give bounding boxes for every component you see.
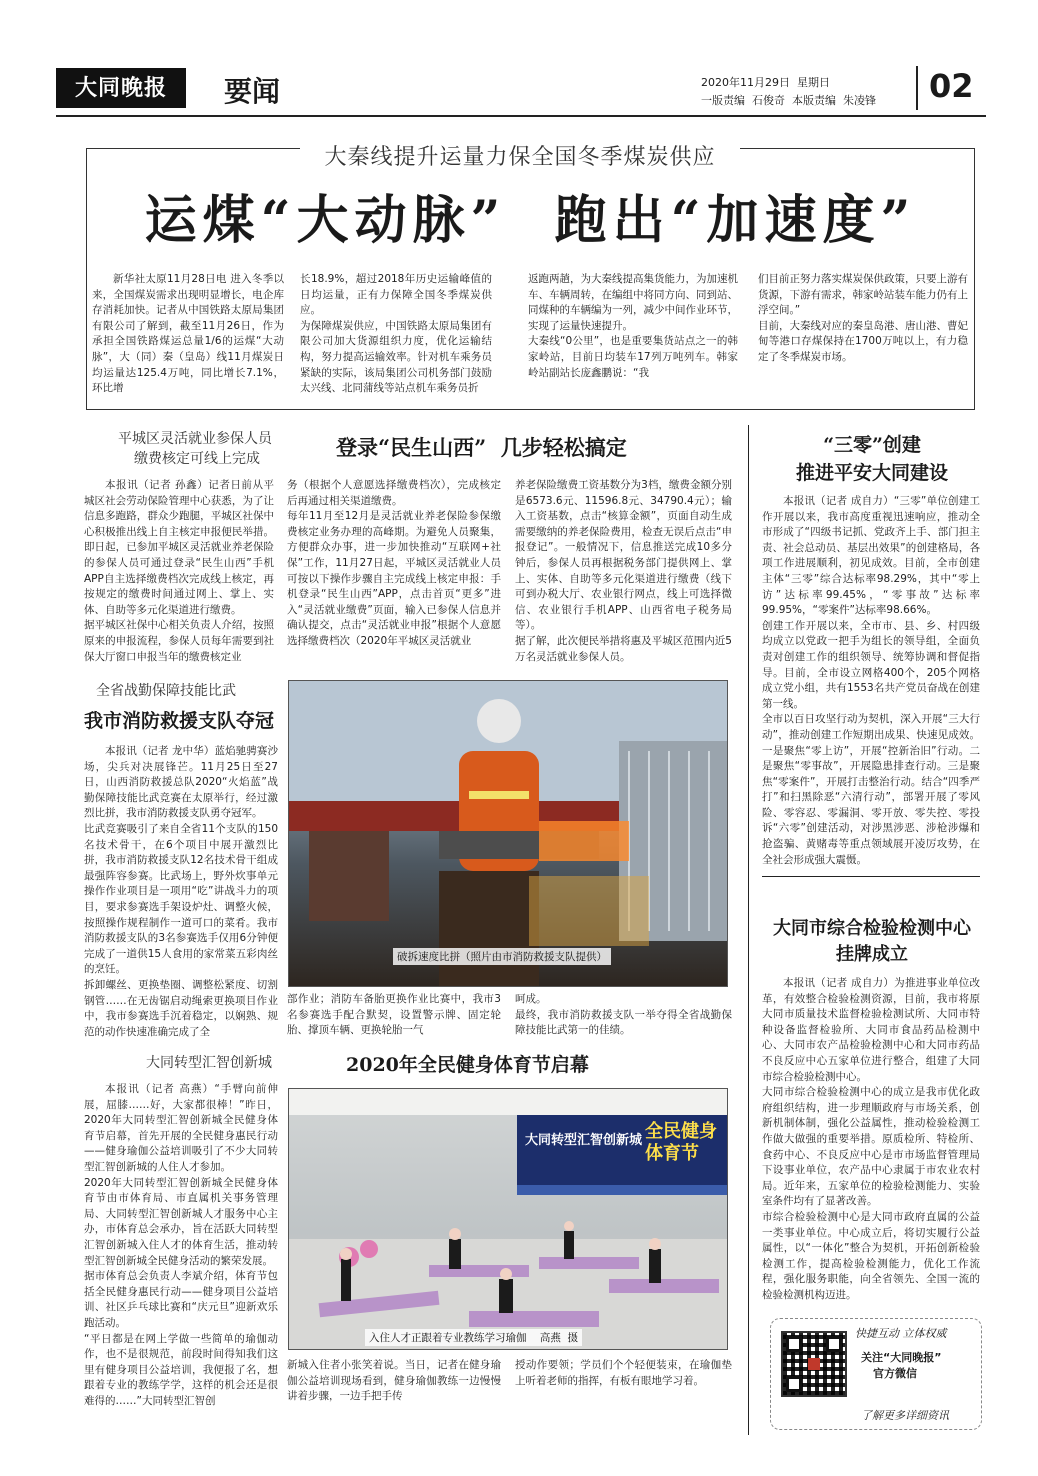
logo [56, 68, 186, 108]
jiance-headline-1: 大同市综合检验检测中心 [773, 918, 971, 939]
top-kicker: 大秦线提升运量力保全国冬季煤炭供应 [300, 140, 740, 171]
sanling-headline-2: 推进平安大同建设 [795, 462, 948, 484]
top-col-3: 返跑两趟，为大秦线提高集货能力，为加速机车、车辆周转，在编组中将同方向、同到站、同煤种的车辆编为一列，减少中间作业环节，实现了运量快速提升。 大秦线“0公里”，也是重要集货站点之一的韩家岭站，目前日均装车17列万吨列车。韩家岭站副站长庞鑫鹏说：“我 [528, 273, 738, 379]
editors: 一版责编 石俊奇 本版责编 朱凌锋 [701, 94, 876, 107]
minsheng-headline: 登录“民生山西” 几步轻松搞定 [336, 435, 627, 460]
top-col-2: 长18.9%，超过2018年历史运输峰值的日均运量，正有力保障全国冬季煤炭供应。 为保障煤炭供应，中国铁路太原局集团有限公司加大货源组织力度，优化运输结构，努力提高运输效率。针对机车乘务员紧缺的实际，该局集团公司机务部门鼓励太兴线、北同蒲线等站点机车乘务员折 [300, 273, 492, 395]
issue-date: 2020年11月29日 星期日 [701, 76, 830, 89]
fire-col-left: 本报讯（记者 龙中华）蓝焰驰骋赛沙场，尖兵对决展锋芒。11月25日至27日，山西消防救援总队2020“火焰蓝”战勤保障技能比武竞赛在太原举行，经过激烈比拼，我市消防救援支队勇夺冠军。 比武竞赛吸引了来自全省11个支队的150名技术骨干，在6个项目中展开激烈比拼，我市消防救援支队12名技术骨干组成最强阵容参赛。比武场上，野外炊事单元操作作业项目是一项用“吃”讲战斗力的项目，要求参赛选手架设炉灶、调整火候，按照操作规程制作一道可口的菜肴。我市消防救援支队的3名参赛选手仅用6分钟便完成了一道供15人食用的家常菜五彩肉丝的烹饪。 拆卸螺丝、更换垫圈、调整松紧度、切割钢管……在无齿锯启动绳索更换项目作业中，我市参赛选手沉着稳定，以娴熟、规范的动作快速准确完成了全 [84, 745, 278, 1038]
minsheng-col-2: 务（根据个人意愿选择缴费档次），完成核定后再通过相关渠道缴费。 每年11月至12月是灵活就业养老保险参保缴费核定业务办理的高峰期。为避免人员聚集，方便群众办事，进一步加快推动“互联网+社保”工作，11月27日起，平城区灵活就业人员可按以下操作步骤自主完成线上核定申报：手机登录“民生山西”APP，点击首页“更多”进入“灵活就业缴费”页面，输入已参保人信息并确认提交，点击“灵活就业申报”根据个人意愿选择缴费档次（2020年平城区灵活就业 [287, 479, 501, 647]
jiance-body: 本报讯（记者 成自力）为推进事业单位改革，有效整合检验检测资源，目前，我市将原大同市质量技术监督检验检测试所、大同市特种设备监督检验所、大同市食品药品检测中心、大同市农产品检验检测中心和大同市药品不良反应中心五家单位进行整合，组建了大同市综合检验检测中心。 大同市综合检验检测中心的成立是我市优化政府组织结构，进一步理顺政府与市场关系，创新机制体制，强化公益属性，推动检验检测工作做大做强的重要举措。原质检所、特检所、食药中心、不良反应中心是市市场监督管理局下设事业单位，农产品中心隶属于市农业农村局。近年来，五家单位的检验检测能力、实验室条件均有了显著改善。 市综合检验检测中心是大同市政府直属的公益一类事业单位。中心成立后，将切实履行公益属性，以“一体化”整合为契机，开拓创新检验检测工作，提高检验检测能力，优化工作流程，强化服务职能，向全省领先、全国一流的检验检测机构迈进。 [762, 977, 980, 1301]
fitness-col-right: 授动作要领；学员们个个轻便装束，在瑜伽垫上听着老师的指挥，有板有眼地学习着。 [515, 1359, 732, 1387]
sanling-body: 本报讯（记者 成自力）“三零”单位创建工作开展以来，我市高度重视迅速响应，推动全市形成了“四级书记抓、党政齐上手、部门担主责、社会总动员、基层出效果”的创建格局，各项工作进展顺利，初见成效。目前，全市创建主体“三零”综合达标率98.29%，其中“零上访”达标率99.45%，“零事故”达标率99.95%，“零案件”达标率98.66%。 创建工作开展以来，全市市、县、乡、村四级均成立以党政一把手为组长的领导组，全面负责对创建工作的组织领导、统筹协调和督促指导。目前，全市设立网格400个，205个网格成立党小组，共有1553名共产党员奋战在创建第一线。 全市以百日攻坚行动为契机，深入开展“三大行动”，推动创建工作短期出成果、快速见成效。一是聚焦“零上访”，开展“控新治旧”行动。二是聚焦“零事故”，开展隐患排查行动。三是聚焦“零案件”，开展打击整治行动。结合“四季严打”和扫黑除恶“六清行动”，部署开展了零风险、零容忍、零漏洞、零开放、零失控、零投诉“六零”创建活动，对涉黑涉恶、涉枪涉爆和抢盗骗、黄赌毒等重点领域展开凌厉攻势，在全社会形成强大震慑。 [762, 495, 980, 866]
fire-kicker: 全省战勤保障技能比武 [96, 683, 236, 699]
fitness-photo-caption: 入住人才正跟着专业教练学习瑜伽 高燕 摄 [365, 1329, 582, 1346]
fire-col-mid: 部作业；消防车备胎更换作业比赛中，我市3名参赛选手配合默契，设置警示牌、固定轮胎、撑顶车辆、更换轮胎一气 [287, 993, 501, 1037]
masthead [56, 64, 986, 116]
fitness-banner-b: 全民健身 体育节 [645, 1121, 717, 1164]
fitness-col-mid: 新城入住者小张笑着说。当日，记者在健身瑜伽公益培训现场看到，健身瑜伽教练一边慢慢讲着步骤，一边手把手传 [287, 1359, 501, 1403]
minsheng-col-1: 本报讯（记者 孙鑫）记者日前从平城区社会劳动保险管理中心获悉，为了让信息多跑路，群众少跑腿，平城区社保中心积极推出线上自主核定申报便民举措。即日起，已参加平城区灵活就业养老保险的参保人员可通过登录“民生山西”手机APP自主选择缴费档次完成线上核定，再按规定的缴费时间通过网上、掌上、实体、自助等多元化渠道进行缴费。 据平城区社保中心相关负责人介绍，按照原来的申报流程，参保人员每年需要到社保大厅窗口申报当年的缴费核定业 [84, 479, 274, 663]
qr-bottom: 了解更多详细资讯 [861, 1409, 949, 1422]
fitness-col-left: 本报讯（记者 高燕）“手臂向前伸展，屈膝……好，大家都很棒！”昨日，2020年大同转型汇智创新城全民健身体育节启幕，首先开展的全民健身惠民行动——健身瑜伽公益培训吸引了不少大同转型汇智创新城的人住人才参加。 2020年大同转型汇智创新城全民健身体育节由市体育局、市直属机关事务管理局、大同转型汇智创新城人才服务中心主办，市体育总会承办，旨在活跃大同转型汇智创新城入住人才的体育生活，推动转型汇智创新城全民健身活动的繁荣发展。 据市体育总会负责人李斌介绍，体育节包括全民健身惠民行动——健身项目公益培训、社区乒乓球比赛和“庆元旦”迎新欢乐跑活动。 “平日都是在网上学做一些简单的瑜伽动作，也不是很规范，前段时间得知我们这里有健身项目公益培训，我便报了名，想跟着专业的教练学学，这样的机会还是很难得的……”大同转型汇智创 [84, 1083, 278, 1407]
masthead-rule [56, 115, 986, 117]
minsheng-kicker-1: 平城区灵活就业参保人员 [118, 431, 272, 447]
sanling-headline-1: “三零”创建 [823, 434, 921, 456]
fire-photo-caption: 破拆速度比拼（照片由市消防救援支队提供） [393, 948, 611, 965]
qr-box [770, 1318, 982, 1430]
qr-code-icon[interactable] [781, 1331, 847, 1397]
page-number: 02 [929, 67, 974, 105]
top-col-1: 新华社太原11月28日电 进入冬季以来，全国煤炭需求出现明显增长，电企库存消耗加快。记者从中国铁路太原局集团有限公司了解到，截至11月26日，作为承担全国铁路煤运总量1/6的运煤“大动脉”，大（同）秦（皇岛）线11月煤炭日均运量达125.4万吨，同比增长7.1%，环比增 [92, 273, 284, 395]
jiance-headline-2: 挂牌成立 [836, 944, 908, 965]
minsheng-kicker-2: 缴费核定可线上完成 [134, 451, 260, 467]
qr-mid-2: 官方微信 [873, 1367, 917, 1380]
section-name: 要闻 [224, 75, 281, 108]
fitness-photo [288, 1088, 728, 1350]
fitness-kicker: 大同转型汇智创新城 [146, 1055, 272, 1071]
fitness-banner-a: 大同转型汇智创新城 [525, 1133, 643, 1148]
column-divider [748, 425, 749, 1435]
qr-mid-1: 关注“大同晚报” [861, 1351, 942, 1364]
fire-photo [288, 680, 728, 987]
sanling-rule [762, 876, 980, 877]
fitness-headline: 2020年全民健身体育节启幕 [346, 1054, 589, 1076]
fire-col-right: 呵成。 最终，我市消防救援支队一举夺得全省战勤保障技能比武第一的佳绩。 [515, 993, 732, 1037]
qr-top: 快捷互动 立体权威 [855, 1327, 947, 1340]
fire-photo-art [289, 681, 728, 987]
top-headline: 运煤“大动脉” 跑出“加速度” [144, 190, 917, 251]
fire-headline: 我市消防救援支队夺冠 [84, 710, 275, 732]
logo-text: 大同晚报 [74, 75, 167, 101]
top-col-4: 们目前正努力落实煤炭保供政策，只要上游有货源，下游有需求，韩家岭站装车能力仍有上浮空间。” 目前，大秦线对应的秦皇岛港、唐山港、曹妃甸等港口存煤保持在1700万吨以上，有力稳定了冬季煤炭市场。 [758, 273, 968, 363]
minsheng-col-3: 养老保险缴费工资基数分为3档，缴费金额分别是6573.6元、11596.8元、34790.4元）；输入工资基数，点击“核算金额”，页面自动生成需要缴纳的养老保险费用，检查无误后点击“申报登记”。一般情况下，信息推送完成10多分钟后，参保人员再根据税务部门提供网上、掌上、实体、自助等多元化渠道进行缴费（线下可到办税大厅、农业银行网点，线上可选择微信、农业银行手机APP、山西省电子税务局等）。 据了解，此次便民举措将惠及平城区范围内近5万名灵活就业参保人员。 [515, 479, 732, 663]
